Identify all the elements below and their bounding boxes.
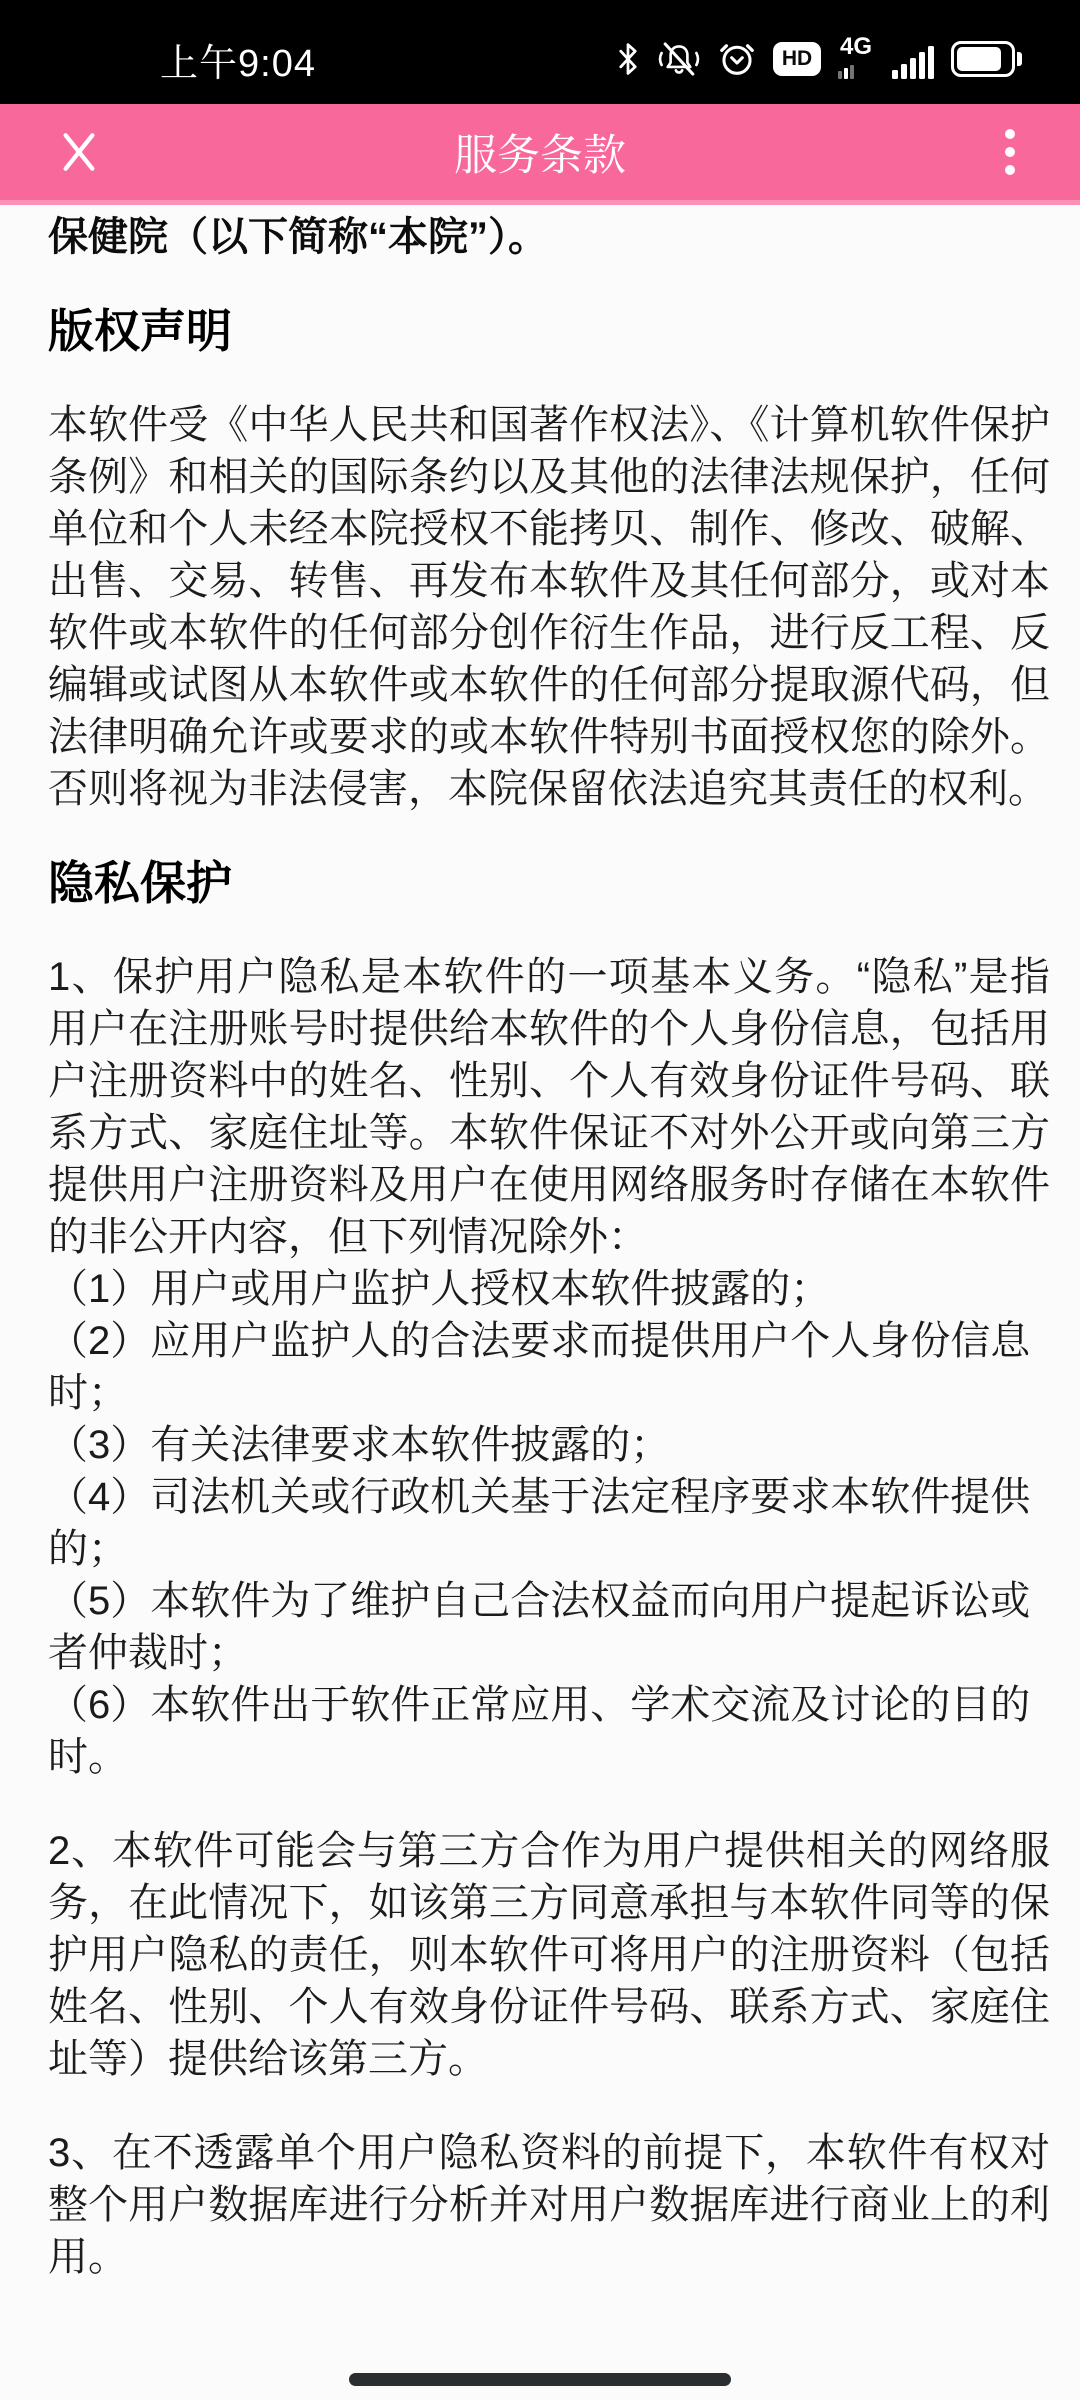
privacy-exception-item: （5）本软件为了维护自己合法权益而向用户提起诉讼或者仲裁时； [48, 1579, 1031, 1675]
status-time: 上午9:04 [160, 42, 316, 85]
app-bar [0, 104, 1080, 205]
privacy-exception-item: （4）司法机关或行政机关基于法定程序要求本软件提供的； [48, 1475, 1031, 1571]
privacy-exception-item: （3）有关法律要求本软件披露的； [48, 1423, 671, 1467]
alarm-icon [718, 40, 756, 78]
privacy-exception-item: （6）本软件出于软件正常应用、学术交流及讨论的目的时。 [48, 1683, 1031, 1779]
battery-icon [951, 41, 1022, 77]
home-indicator[interactable] [349, 2373, 731, 2386]
close-button[interactable] [44, 104, 114, 200]
privacy-clause-3: 3、在不透露单个用户隐私资料的前提下，本软件有权对整个用户数据库进行分析并对用户数据库进行商业上的利用。 [48, 2131, 1050, 2279]
section-heading-privacy: 隐私保护 [48, 857, 232, 909]
status-icons [616, 33, 1022, 81]
privacy-clause-2: 2、本软件可能会与第三方合作为用户提供相关的网络服务，在此情况下，如该第三方同意承担与本软件同等的保护用户隐私的责任，则本软件可将用户的注册资料（包括姓名、性别、个人有效身份证件号码、联系方式、家庭住址等）提供给该第三方。 [48, 1829, 1050, 2081]
privacy-exception-item: （1）用户或用户监护人授权本软件披露的； [48, 1267, 831, 1311]
signal-4g-label: 4G [840, 33, 873, 60]
battery-level [957, 47, 1001, 71]
bluetooth-icon [616, 41, 640, 77]
overflow-menu-button[interactable] [988, 104, 1032, 200]
sim2-signal-bars [838, 65, 854, 79]
privacy-clause-1-block [48, 951, 1050, 1783]
mute-vibrate-icon [657, 41, 701, 77]
close-icon [59, 130, 99, 174]
privacy-clause-1: 1、保护用户隐私是本软件的一项基本义务。“隐私”是指用户在注册账号时提供给本软件的个人身份信息，包括用户注册资料中的姓名、性别、个人有效身份证件号码、联系方式、家庭住址等。本软件保证不对外公开或向第三方提供用户注册资料及用户在使用网络服务时存储在本软件的非公开内容，但下列情况除外： [48, 955, 1050, 1259]
privacy-exception-item: （2）应用户监护人的合法要求而提供用户个人身份信息时； [48, 1319, 1031, 1415]
hd-badge: HD [773, 42, 821, 76]
signal-4g-icon [838, 33, 934, 81]
page-title: 服务条款 [454, 131, 626, 180]
copyright-paragraph: 本软件受《中华人民共和国著作权法》、《计算机软件保护条例》和相关的国际条约以及其他的法律法规保护，任何单位和个人未经本院授权不能拷贝、制作、修改、破解、出售、交易、转售、再发布本软件及其任何部分，或对本软件或本软件的任何部分创作衍生作品，进行反工程、反编辑或试图从本软件或本软件的任何部分提取源代码，但法律明确允许或要求的或本软件特别书面授权您的除外。否则将视为非法侵害，本院保留依法追究其责任的权利。 [48, 403, 1050, 811]
signal-bars [892, 46, 934, 79]
kebab-icon [1005, 129, 1015, 175]
status-bar [0, 0, 1080, 104]
section-heading-copyright: 版权声明 [48, 305, 232, 357]
intro-fragment: 保健院（以下简称“本院”）。 [48, 215, 548, 259]
terms-content[interactable] [0, 205, 1080, 2283]
